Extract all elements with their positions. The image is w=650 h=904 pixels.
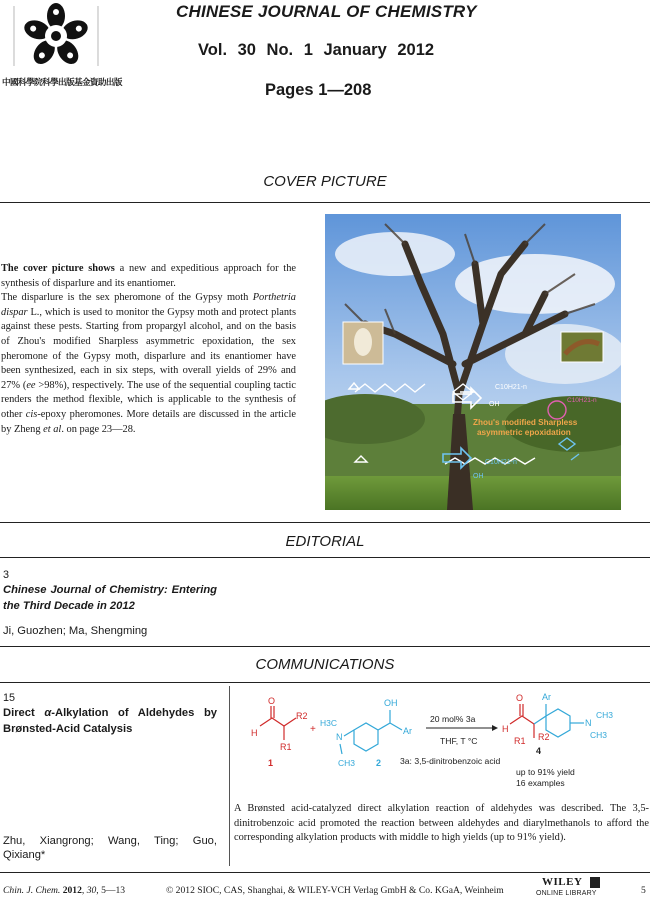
svg-text:20 mol% 3a: 20 mol% 3a bbox=[430, 714, 476, 724]
svg-text:3a: 3,5-dinitrobenzoic acid: 3a: 3,5-dinitrobenzoic acid bbox=[400, 756, 501, 766]
svg-text:CH3: CH3 bbox=[596, 710, 614, 720]
volume-issue: Vol. 30 No. 1 January 2012 bbox=[198, 41, 435, 59]
footer-citation: Chin. J. Chem. 2012, 30, 5—13 bbox=[3, 885, 126, 896]
image-label-c10-b: C10H21-n bbox=[485, 459, 517, 466]
flower-logo-icon bbox=[6, 0, 126, 72]
svg-text:R2: R2 bbox=[538, 732, 550, 742]
svg-text:H3C: H3C bbox=[320, 718, 338, 728]
online-library-label: ONLINE LIBRARY bbox=[536, 890, 597, 897]
svg-text:R2: R2 bbox=[296, 711, 308, 721]
article-abstract: A Brønsted acid-catalyzed direct alkylation reaction of aldehydes was described. The 3,5-dinitrobenzoic acid promoted the reaction between aldehydes and diarylmethanols to afford the corresponding alkylation products with middle to high yields (up to 91% yield). bbox=[234, 803, 649, 844]
column-divider bbox=[229, 686, 230, 866]
image-caption-line2: asymmetric epoxidation bbox=[477, 428, 571, 437]
section-heading-communications: COMMUNICATIONS bbox=[255, 656, 395, 673]
svg-text:up to 91% yield: up to 91% yield bbox=[516, 767, 575, 777]
editorial-title[interactable]: Chinese Journal of Chemistry: Entering the Third Decade in 2012 bbox=[3, 584, 217, 612]
svg-text:N: N bbox=[585, 718, 592, 728]
reaction-scheme bbox=[240, 688, 650, 800]
svg-text:O: O bbox=[516, 693, 524, 703]
svg-text:16 examples: 16 examples bbox=[516, 778, 565, 788]
wiley-wordmark: WILEY bbox=[542, 876, 583, 888]
editorial-page: 3 bbox=[3, 569, 10, 581]
svg-text:CH3: CH3 bbox=[590, 730, 608, 740]
svg-text:H: H bbox=[502, 724, 509, 734]
editorial-authors: Ji, Guozhen; Ma, Shengming bbox=[3, 625, 148, 637]
cover-lead: The cover picture shows a new and expeditious approach for the synthesis of disparlure and its enantiomer. bbox=[1, 263, 296, 289]
svg-text:1: 1 bbox=[268, 758, 274, 768]
book-icon bbox=[590, 877, 600, 888]
section-rule bbox=[0, 557, 650, 558]
image-label-c10-c: C10H21-n bbox=[567, 397, 597, 404]
image-label-c10: C10H21-n bbox=[495, 384, 527, 391]
svg-text:H: H bbox=[251, 728, 258, 738]
section-rule bbox=[0, 202, 650, 203]
cover-body: The disparlure is the sex pheromone of the Gypsy moth Porthetria dispar L., which is used to monitor the Gypsy moth and protect plants against these pests. Starting from propargyl alcohol, and on the basis of Zhou's modified Sharpless asymmetric epoxidation, the sex pheromone of the Gypsy moth, disparlure and its enantiomer have been synthesized, each in six steps, with overall yields of 29% and 27% (ee >98%), respectively. The use of the sequential coupling tactic renders the method flexible, which is applicable to the synthesis of other cis-epoxy pheromones. More details are discussed in the article by Zheng et al. on page 23—28. bbox=[1, 292, 296, 435]
article-authors: Zhu, Xiangrong; Wang, Ting; Guo, Qixiang* bbox=[3, 835, 217, 862]
svg-text:+: + bbox=[310, 724, 316, 735]
svg-text:O: O bbox=[268, 696, 276, 706]
svg-text:R1: R1 bbox=[514, 736, 526, 746]
svg-text:CH3: CH3 bbox=[338, 758, 356, 768]
publisher-logo[interactable] bbox=[536, 876, 606, 902]
journal-title: CHINESE JOURNAL OF CHEMISTRY bbox=[176, 2, 477, 21]
svg-text:2: 2 bbox=[376, 758, 382, 768]
section-heading-cover: COVER PICTURE bbox=[263, 173, 387, 190]
image-label-oh2: OH bbox=[473, 473, 484, 480]
image-caption-line1: Zhou's modified Sharpless bbox=[473, 418, 578, 427]
section-rule bbox=[0, 682, 650, 683]
page-number: 5 bbox=[641, 885, 646, 896]
svg-text:Ar: Ar bbox=[403, 726, 412, 736]
svg-text:R1: R1 bbox=[280, 742, 292, 752]
section-rule bbox=[0, 522, 650, 523]
logo-caption: 中國科學院科學出版基金資助出版 bbox=[2, 77, 122, 87]
article-title[interactable]: Direct α-Alkylation of Aldehydes by Brønsted-Acid Catalysis bbox=[3, 707, 217, 735]
footer-copyright: © 2012 SIOC, CAS, Shanghai, & WILEY-VCH Verlag GmbH & Co. KGaA, Weinheim bbox=[166, 885, 504, 896]
section-rule bbox=[0, 646, 650, 647]
cover-image bbox=[325, 214, 621, 510]
svg-text:THF, T °C: THF, T °C bbox=[440, 736, 478, 746]
cover-description bbox=[1, 262, 296, 437]
article-page: 15 bbox=[3, 692, 16, 704]
svg-text:N: N bbox=[336, 732, 343, 742]
svg-text:4: 4 bbox=[536, 746, 542, 756]
section-heading-editorial: EDITORIAL bbox=[285, 533, 365, 550]
journal-logo bbox=[2, 0, 126, 90]
page-range: Pages 1—208 bbox=[265, 81, 372, 99]
image-label-oh1: OH bbox=[489, 401, 500, 408]
footer-rule bbox=[0, 872, 650, 873]
svg-text:OH: OH bbox=[384, 698, 398, 708]
svg-text:Ar: Ar bbox=[542, 692, 551, 702]
